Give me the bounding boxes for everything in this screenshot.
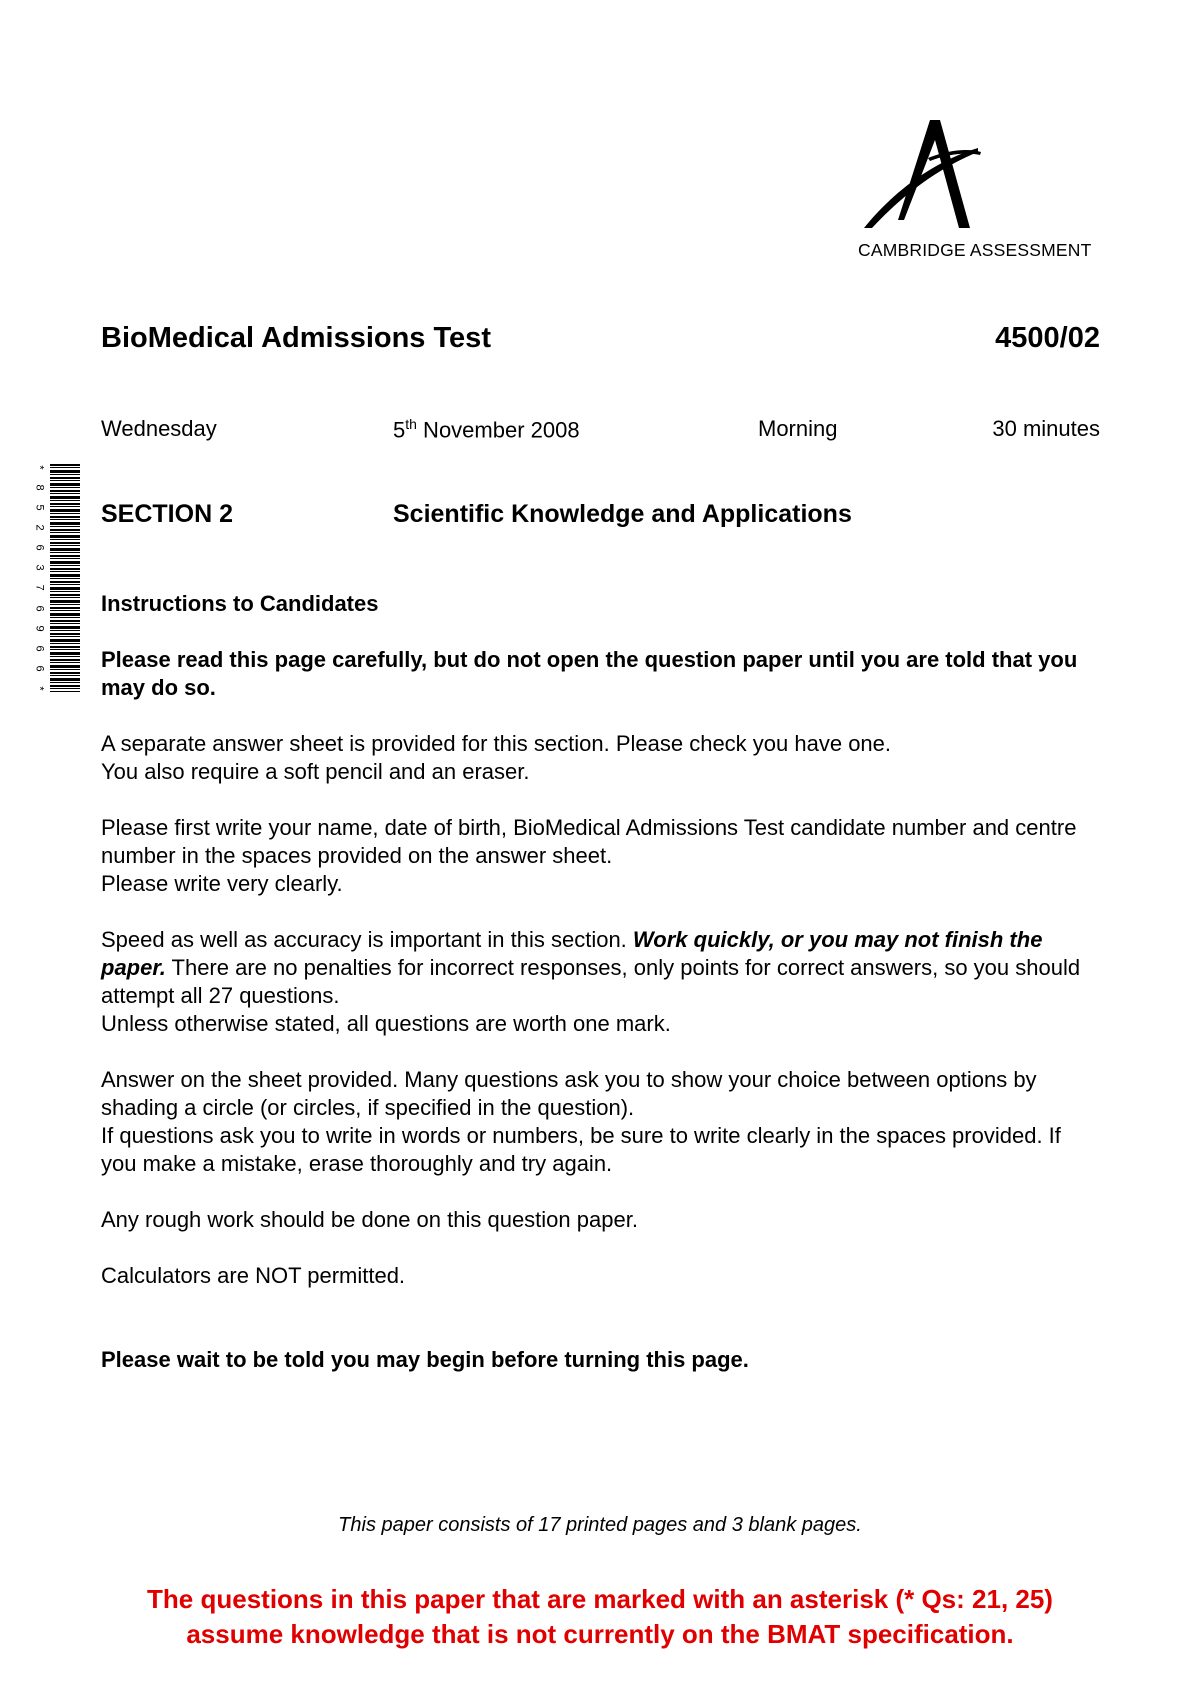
paragraph-answer-method: Answer on the sheet provided. Many questions ask you to show your choice between options by shading a circle (or circles, if specified in the question). If questions ask you to write in words or numbers, be sure to write clearly in the spaces provided. If you make a mistake, erase thoroughly and try again. — [101, 1067, 1061, 1176]
barcode — [30, 462, 86, 694]
paragraph-write-details: Please first write your name, date of birth, BioMedical Admissions Test candidate number and centre number in the spaces provided on the answer sheet. Please write very clearly. — [101, 815, 1077, 896]
exam-date: 5th November 2008 — [393, 416, 580, 443]
test-title: BioMedical Admissions Test — [101, 322, 491, 354]
instructions-heading: Instructions to Candidates — [101, 591, 379, 616]
section-name: Scientific Knowledge and Applications — [393, 500, 852, 528]
paper-code: 4500/02 — [995, 322, 1100, 354]
paragraph-answer-sheet: A separate answer sheet is provided for this section. Please check you have one. You also require a soft pencil and an eraser. — [101, 731, 892, 784]
cambridge-assessment-logo — [858, 118, 1124, 263]
bold-notice: Please read this page carefully, but do not open the question paper until you are told that you may do so. — [101, 647, 1078, 700]
paragraph-speed: Speed as well as accuracy is important in this section. Work quickly, or you may not finish the paper. There are no penalties for incorrect responses, only points for correct answers, so you should attempt all 27 questions. Unless otherwise stated, all questions are worth one mark. — [101, 927, 1081, 1036]
exam-session: Morning — [758, 416, 838, 441]
logo-text: CAMBRIDGE ASSESSMENT — [858, 240, 1092, 260]
cambridge-assessment-A-icon — [858, 118, 1124, 238]
wait-notice: Please wait to be told you may begin before turning this page. — [101, 1347, 749, 1372]
section-label: SECTION 2 — [101, 500, 233, 528]
barcode-digits: * 8 5 2 6 3 7 6 9 6 6 * — [33, 465, 46, 691]
specification-warning: The questions in this paper that are marked with an asterisk (* Qs: 21, 25) assume knowledge that is not currently on the BMAT specification. — [147, 1584, 1053, 1649]
exam-duration: 30 minutes — [992, 416, 1100, 441]
paragraph-rough-work: Any rough work should be done on this question paper. — [101, 1207, 638, 1232]
barcode-bars — [50, 464, 80, 692]
paragraph-calculators: Calculators are NOT permitted. — [101, 1263, 406, 1288]
pages-note: This paper consists of 17 printed pages and 3 blank pages. — [338, 1514, 862, 1536]
exam-day: Wednesday — [101, 416, 217, 441]
